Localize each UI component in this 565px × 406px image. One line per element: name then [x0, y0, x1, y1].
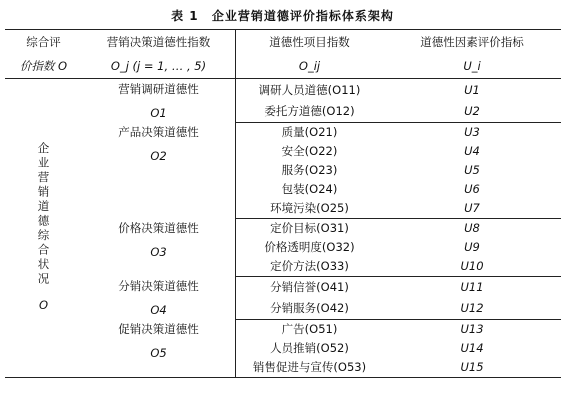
item-label: 服务(O23)	[235, 161, 384, 180]
item-index: U1	[384, 79, 561, 101]
overall-label: 企业营销道德综合状况	[36, 141, 51, 287]
header-col4-line2: U_i	[384, 54, 561, 79]
item-index: U9	[464, 240, 480, 254]
evaluation-index-table	[5, 29, 561, 378]
header-col1-line2: 价指数 O	[5, 54, 83, 79]
dimension-cell	[83, 319, 236, 377]
item-index: U5	[464, 163, 480, 177]
table-row	[5, 218, 561, 238]
table-number: 表 1	[171, 9, 199, 23]
table-row	[5, 79, 561, 101]
item-label: 调研人员道德(O11)	[235, 79, 384, 101]
dimension-symbol: O5	[150, 346, 167, 360]
item-index: U14	[460, 341, 484, 355]
dimension-symbol: O3	[150, 245, 167, 259]
item-label: 分销信誉(O41)	[235, 276, 384, 298]
item-index: U3	[384, 122, 561, 142]
item-label: 定价目标(O31)	[235, 218, 384, 238]
item-index: U2	[464, 103, 480, 118]
item-index: U8	[384, 218, 561, 238]
item-label: 环境污染(O25)	[235, 199, 384, 219]
dimension-cell	[83, 122, 236, 218]
dimension-symbol: O1	[150, 106, 167, 120]
table-row	[5, 122, 561, 142]
item-index: U6	[464, 182, 480, 196]
item-index: U13	[384, 319, 561, 339]
item-label: 委托方道德(O12)	[235, 100, 384, 122]
overall-cell	[5, 79, 83, 378]
item-label: 定价方法(O33)	[235, 257, 384, 277]
header-col3-line1: 道德性项目指数	[235, 30, 384, 55]
header-col4-line1: 道德性因素评价指标	[420, 35, 524, 49]
dimension-cell	[83, 79, 236, 123]
overall-symbol: O	[38, 297, 49, 312]
table-row	[5, 276, 561, 298]
dimension-name: 产品决策道德性	[118, 125, 199, 139]
header-col1-line1: 综合评	[26, 35, 61, 49]
item-label: 广告(O51)	[235, 319, 384, 339]
item-index: U4	[464, 144, 480, 158]
item-index: U12	[460, 301, 484, 315]
header-col2-line2: O_j (j = 1, … , 5)	[83, 54, 236, 79]
dimension-name: 分销决策道德性	[118, 279, 199, 293]
item-index: U10	[460, 259, 484, 273]
item-label: 质量(O21)	[235, 122, 384, 142]
item-label: 价格透明度(O32)	[235, 238, 384, 257]
item-index: U7	[464, 201, 480, 215]
item-label: 安全(O22)	[235, 142, 384, 161]
item-label: 包装(O24)	[235, 180, 384, 199]
dimension-cell	[83, 218, 236, 276]
item-index: U11	[384, 276, 561, 298]
item-label: 销售促进与宣传(O53)	[235, 358, 384, 378]
header-col3-line2: O_ij	[235, 54, 384, 79]
header-col2-line1: 营销决策道德性指数	[106, 35, 211, 49]
table-row	[5, 319, 561, 339]
dimension-name: 价格决策道德性	[118, 221, 199, 235]
table-caption: 企业营销道德评价指标体系架构	[211, 9, 394, 23]
table-body	[5, 79, 561, 378]
item-label: 分销服务(O42)	[235, 298, 384, 320]
dimension-name: 营销调研道德性	[118, 82, 199, 96]
dimension-symbol: O2	[150, 149, 167, 163]
dimension-cell	[83, 276, 236, 319]
item-label: 人员推销(O52)	[235, 339, 384, 358]
dimension-symbol: O4	[150, 303, 167, 317]
table-title	[0, 0, 565, 29]
dimension-name: 促销决策道德性	[118, 322, 199, 336]
item-index: U15	[460, 360, 484, 374]
